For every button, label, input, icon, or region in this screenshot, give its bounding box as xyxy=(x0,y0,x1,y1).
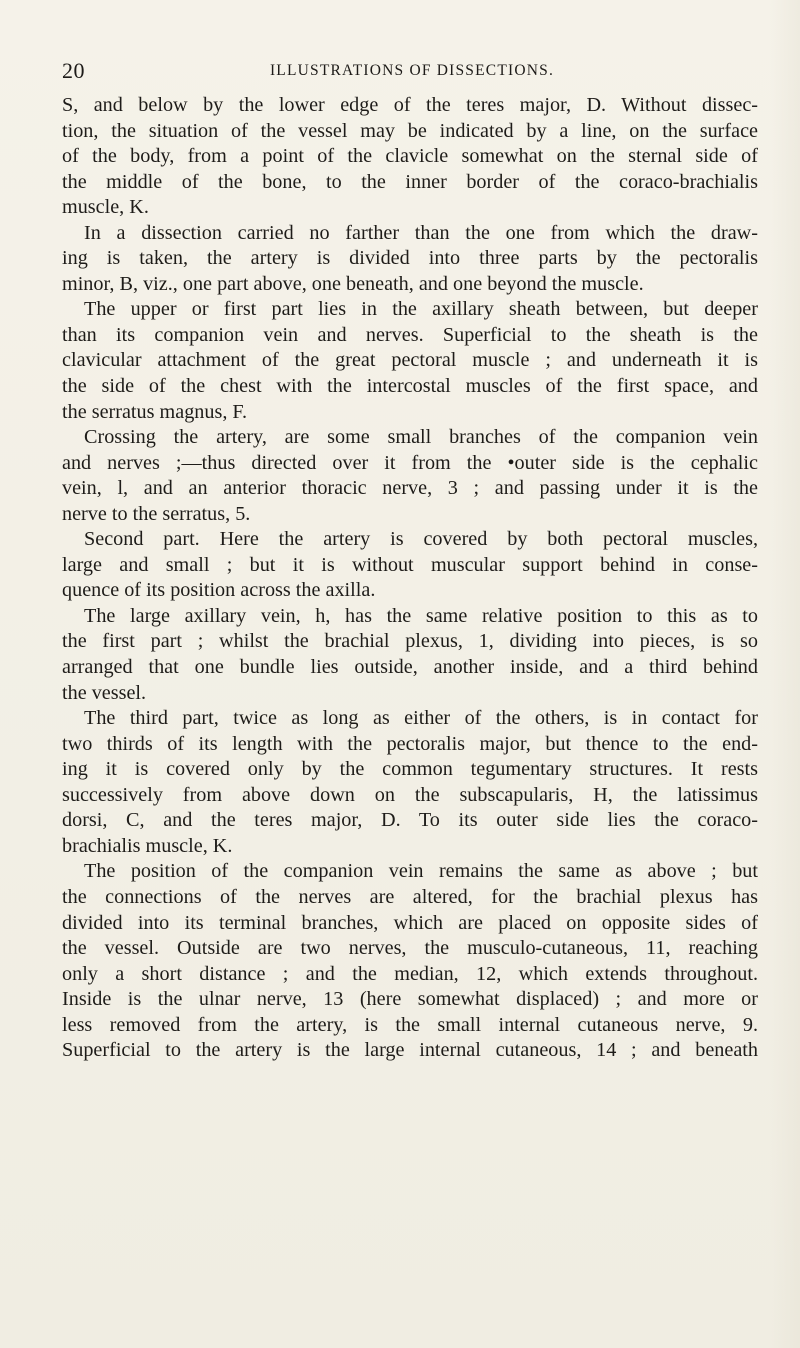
text-line: two thirds of its length with the pectoralis major, but thence to the end- xyxy=(62,732,758,755)
text-line: and nerves ;—thus directed over it from the •outer side is the cephalic xyxy=(62,451,758,474)
page-header xyxy=(62,58,752,84)
text-line: nerve to the serratus, 5. xyxy=(62,502,251,525)
text-line: vein, l, and an anterior thoracic nerve, 3 ; and passing under it is the xyxy=(62,477,758,500)
text-line: the connections of the nerves are altered, for the brachial plexus has xyxy=(62,885,758,908)
running-head: ILLUSTRATIONS OF DISSECTIONS. xyxy=(269,62,555,79)
text-line: tion, the situation of the vessel may be indicated by a line, on the surface xyxy=(62,119,758,142)
page-edge-shading xyxy=(770,0,800,1348)
text-line: dorsi, C, and the teres major, D. To its outer side lies the coraco- xyxy=(62,809,758,832)
text-line: the serratus magnus, F. xyxy=(62,400,248,423)
text-line: brachialis muscle, K. xyxy=(62,834,233,857)
text-line: ing is taken, the artery is divided into three parts by the pectoralis xyxy=(62,247,758,270)
paragraph xyxy=(62,221,758,298)
text-line: the vessel. Outside are two nerves, the musculo-cutaneous, 11, reaching xyxy=(62,937,758,960)
text-line: less removed from the artery, is the small internal cutaneous nerve, 9. xyxy=(62,1013,758,1036)
text-line: The upper or first part lies in the axillary sheath between, but deeper xyxy=(84,298,758,321)
text-line: Inside is the ulnar nerve, 13 (here somewhat displaced) ; and more or xyxy=(62,988,758,1011)
text-line: The large axillary vein, h, has the same relative position to this as to xyxy=(84,604,758,627)
text-line: than its companion vein and nerves. Superficial to the sheath is the xyxy=(62,323,758,346)
text-line: The third part, twice as long as either of the others, is in contact for xyxy=(84,707,758,730)
paragraph xyxy=(62,425,758,527)
paragraph xyxy=(62,297,758,425)
text-line: the vessel. xyxy=(62,681,147,704)
text-line: muscle, K. xyxy=(62,196,149,219)
text-line: Crossing the artery, are some small branches of the companion vein xyxy=(84,426,758,449)
text-line: only a short distance ; and the median, 12, which extends throughout. xyxy=(62,962,758,985)
text-line: clavicular attachment of the great pectoral muscle ; and underneath it is xyxy=(62,349,758,372)
text-line: large and small ; but it is without muscular support behind in conse- xyxy=(62,553,758,576)
text-line: the side of the chest with the intercostal muscles of the first space, and xyxy=(62,375,758,398)
text-line: divided into its terminal branches, which are placed on opposite sides of xyxy=(62,911,758,934)
paragraph xyxy=(62,859,758,1063)
text-line: the middle of the bone, to the inner border of the coraco-brachialis xyxy=(62,170,758,193)
text-line: of the body, from a point of the clavicle somewhat on the sternal side of xyxy=(62,145,758,168)
text-line: In a dissection carried no farther than the one from which the draw- xyxy=(84,221,758,244)
paragraph xyxy=(62,527,758,604)
text-line: The position of the companion vein remains the same as above ; but xyxy=(84,860,758,883)
text-line: successively from above down on the subscapularis, H, the latissimus xyxy=(62,783,758,806)
paragraph xyxy=(62,706,758,859)
paragraph xyxy=(62,93,758,221)
text-line: S, and below by the lower edge of the teres major, D. Without dissec- xyxy=(62,94,758,116)
text-line: Second part. Here the artery is covered by both pectoral muscles, xyxy=(84,528,758,551)
text-line: arranged that one bundle lies outside, another inside, and a third behind xyxy=(62,656,758,679)
page-number: 20 xyxy=(62,58,85,83)
text-line: the first part ; whilst the brachial plexus, 1, dividing into pieces, is so xyxy=(62,630,758,653)
text-line: minor, B, viz., one part above, one beneath, and one beyond the muscle. xyxy=(62,272,644,295)
body-text xyxy=(62,93,758,1064)
text-line: Superficial to the artery is the large internal cutaneous, 14 ; and beneath xyxy=(62,1039,758,1062)
paragraph xyxy=(62,604,758,706)
text-line: ing it is covered only by the common tegumentary structures. It rests xyxy=(62,758,758,781)
text-line: quence of its position across the axilla. xyxy=(62,579,376,602)
